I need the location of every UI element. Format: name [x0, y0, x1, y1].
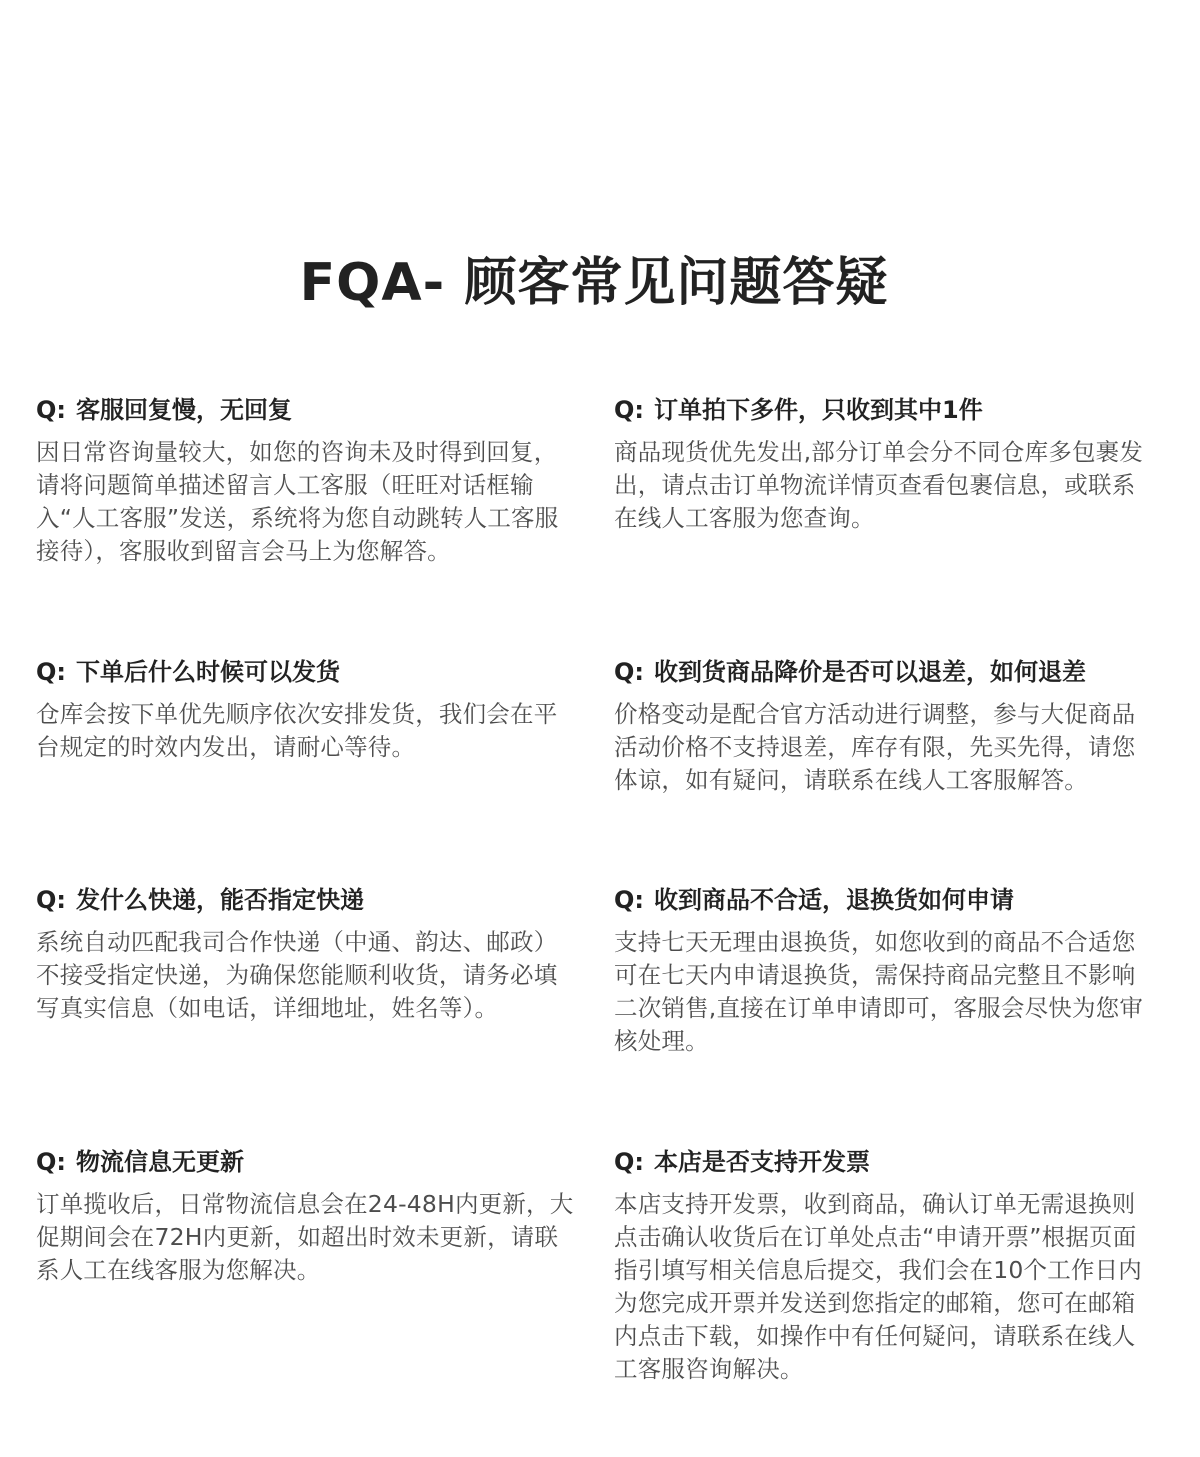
- question-prefix: Q:: [614, 1148, 644, 1176]
- question-prefix: Q:: [36, 1148, 66, 1176]
- faq-question: [36, 1146, 581, 1178]
- faq-question: [614, 884, 1159, 916]
- faq-answer: 本店支持开发票，收到商品，确认订单无需退换则点击确认收货后在订单处点击“申请开票”根据页面指引填写相关信息后提交，我们会在10个工作日内为您完成开票并发送到您指定的邮箱，您可在邮箱内点击下载，如操作中有任何疑问，请联系在线人工客服咨询解决。: [614, 1190, 1143, 1383]
- faq-item: [36, 884, 581, 1025]
- faq-answer: 仓库会按下单优先顺序依次安排发货，我们会在平台规定的时效内发出，请耐心等待。: [36, 700, 558, 761]
- question-text: 客服回复慢，无回复: [76, 396, 292, 424]
- faq-question: [614, 656, 1159, 688]
- question-prefix: Q:: [614, 886, 644, 914]
- question-prefix: Q:: [614, 658, 644, 686]
- question-text: 订单拍下多件，只收到其中1件: [654, 396, 983, 424]
- faq-question: [614, 394, 1159, 426]
- faq-answer: 订单揽收后，日常物流信息会在24-48H内更新，大促期间会在72H内更新，如超出时效未更新，请联系人工在线客服为您解决。: [36, 1190, 574, 1284]
- faq-item: [614, 884, 1159, 1058]
- question-text: 下单后什么时候可以发货: [76, 658, 340, 686]
- faq-item: [36, 394, 581, 568]
- question-prefix: Q:: [36, 886, 66, 914]
- faq-question: [614, 1146, 1159, 1178]
- question-text: 本店是否支持开发票: [654, 1148, 870, 1176]
- question-text: 收到商品不合适，退换货如何申请: [654, 886, 1014, 914]
- question-text: 物流信息无更新: [76, 1148, 244, 1176]
- question-text: 发什么快递，能否指定快递: [76, 886, 364, 914]
- question-prefix: Q:: [36, 658, 66, 686]
- faq-answer: 系统自动匹配我司合作快递（中通、韵达、邮政）不接受指定快递，为确保您能顺利收货，请务必填写真实信息（如电话，详细地址，姓名等）。: [36, 928, 558, 1022]
- faq-item: [614, 394, 1159, 535]
- faq-item: [36, 1146, 581, 1287]
- faq-question: [36, 394, 581, 426]
- faq-question: [36, 656, 581, 688]
- faq-item: [36, 656, 581, 764]
- faq-question: [36, 884, 581, 916]
- faq-answer: 商品现货优先发出,部分订单会分不同仓库多包裹发出，请点击订单物流详情页查看包裹信息，或联系在线人工客服为您查询。: [614, 438, 1144, 532]
- question-text: 收到货商品降价是否可以退差，如何退差: [654, 658, 1086, 686]
- faq-answer: 因日常咨询量较大，如您的咨询未及时得到回复，请将问题简单描述留言人工客服（旺旺对话框输入“人工客服”发送，系统将为您自动跳转人工客服接待），客服收到留言会马上为您解答。: [36, 438, 559, 565]
- question-prefix: Q:: [614, 396, 644, 424]
- page-title: FQA- 顾客常见问题答疑: [299, 253, 889, 313]
- faq-item: [614, 1146, 1159, 1386]
- faq-item: [614, 656, 1159, 797]
- faq-answer: 支持七天无理由退换货，如您收到的商品不合适您可在七天内申请退换货，需保持商品完整且不影响二次销售,直接在订单申请即可，客服会尽快为您审核处理。: [614, 928, 1144, 1055]
- question-prefix: Q:: [36, 396, 66, 424]
- faq-answer: 价格变动是配合官方活动进行调整，参与大促商品活动价格不支持退差，库存有限，先买先得，请您体谅，如有疑问，请联系在线人工客服解答。: [614, 700, 1136, 794]
